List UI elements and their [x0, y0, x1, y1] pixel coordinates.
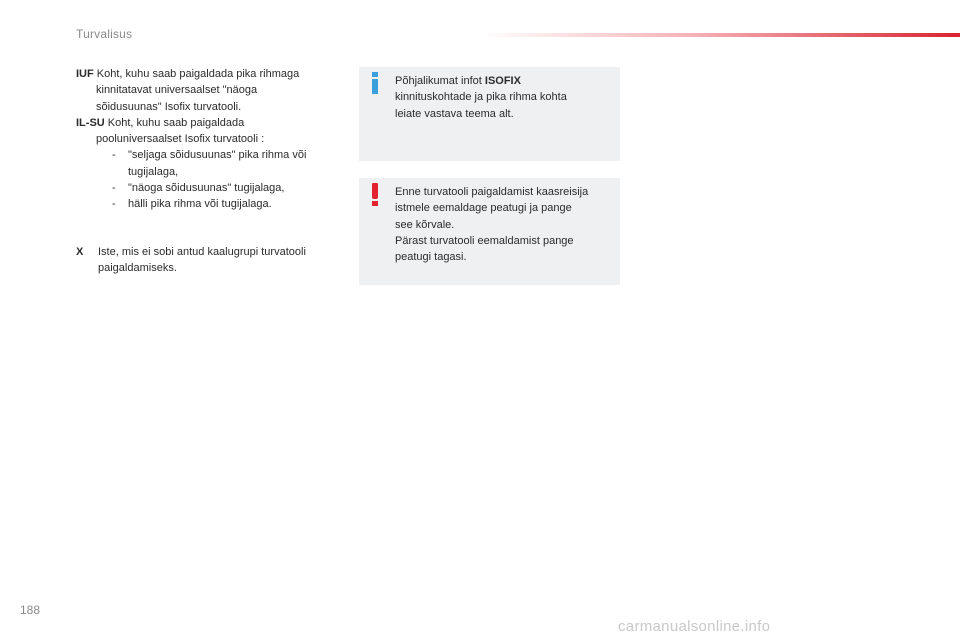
bullet-dash: - [112, 182, 116, 195]
warning-text: Enne turvatooli paigaldamist kaasreisija istmele eemaldage peatugi ja pange see kõrvale. Pärast turvatooli eemaldamist pange peatugi tagasi. [395, 186, 589, 264]
warning-icon [370, 183, 380, 207]
definition-text: Koht, kuhu saab paigaldada [107, 116, 245, 129]
definition-il-su [76, 115, 338, 213]
definition-text: pooluniversaalset Isofix turvatooli : [96, 133, 265, 146]
list-item: - hälli pika rihma või tugijalaga. [112, 196, 338, 212]
definition-iuf [76, 66, 338, 115]
definitions-column [76, 66, 338, 276]
definition-x [76, 244, 338, 277]
header-accent-rule [480, 33, 960, 37]
bullet-list [76, 147, 338, 212]
section-title: Turvalisus [76, 27, 133, 41]
info-icon [371, 72, 379, 94]
definition-text: Iste, mis ei sobi antud kaalugrupi turvatooli [98, 245, 306, 258]
page-number: 188 [20, 603, 41, 617]
definition-text: paigaldamiseks. [98, 261, 177, 274]
term-label: IUF [76, 68, 94, 80]
bullet-dash: - [112, 149, 116, 162]
definition-text: sõidusuunas" Isofix turvatooli. [96, 100, 242, 113]
bullet-dash: - [112, 198, 116, 211]
definition-text: Koht, kuhu saab paigaldada pika rihmaga [96, 68, 300, 80]
list-item: - "näoga sõidusuunas" tugijalaga, [112, 180, 338, 196]
info-box [359, 67, 620, 161]
info-text: Põhjalikumat infot ISOFIX kinnituskohtade ja pika rihma kohta leiate vastava teema alt. [395, 75, 567, 120]
term-label: X [76, 245, 84, 258]
list-item: - "seljaga sõidusuunas" pika rihma või tugijalaga, [112, 149, 307, 178]
watermark: carmanualsonline.info [618, 618, 771, 635]
warning-box [359, 178, 620, 285]
definition-text: kinnitatavat universaalset "näoga [96, 84, 258, 97]
isofix-term: ISOFIX [484, 75, 521, 87]
term-label: IL-SU [76, 116, 105, 129]
